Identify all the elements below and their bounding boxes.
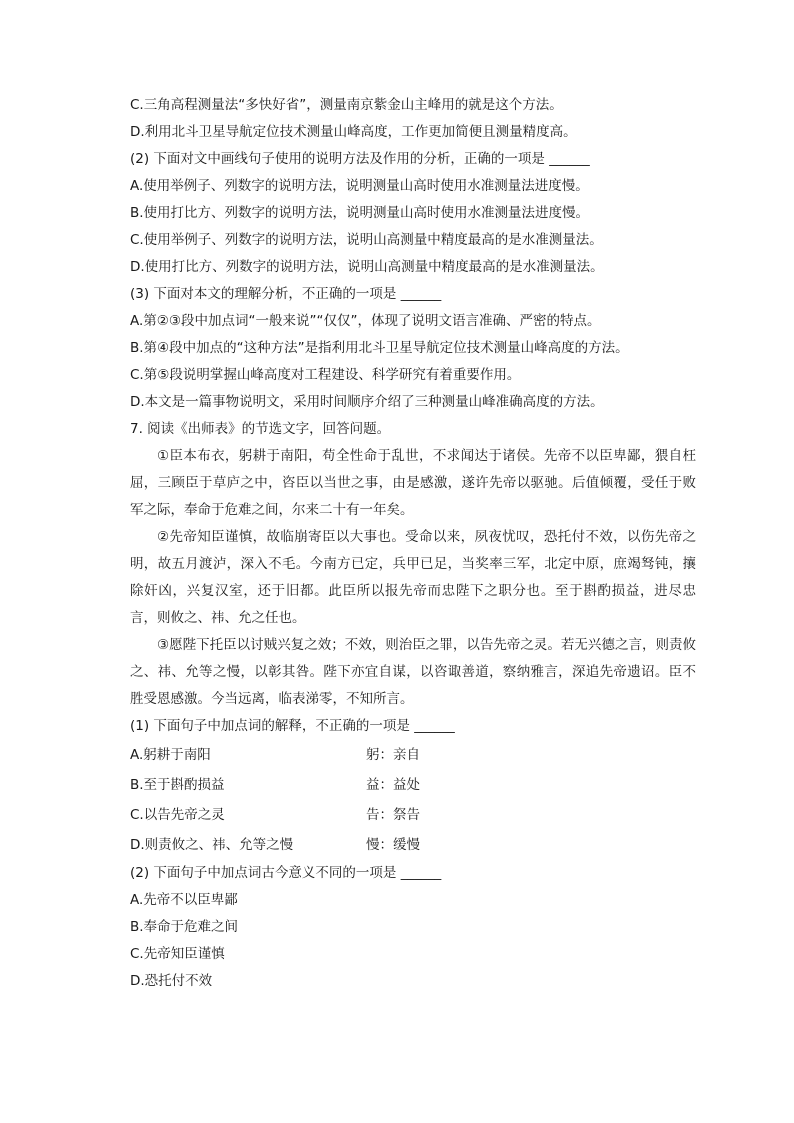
option-sentence: D.则责攸之、祎、允等之慢: [130, 837, 294, 853]
q7-2-option-c: C.先帝知臣谨慎: [130, 946, 225, 962]
q7-1-option-b: [130, 770, 710, 800]
q7-1-option-d: [130, 830, 710, 860]
q6-3-option-c: C.第⑤段说明掌握山峰高度对工程建设、科学研究有着重要作用。: [130, 367, 521, 383]
q7-1-option-c: [130, 800, 710, 830]
option-sentence: A.躬耕于南阳: [130, 747, 211, 763]
q7-passage-paragraph-3: ③愿陛下托臣以讨贼兴复之效；不效，则治臣之罪，以告先帝之灵。若无兴德之言，则责攸之、祎、允等之慢，以彰其咎。陛下亦宜自谋，以咨诹善道，察纳雅言，深追先帝遗诏。臣不胜受恩感激。今当远离，临表涕零，不知所言。: [130, 637, 696, 707]
q7-2-option-b: B.奉命于危难之间: [130, 919, 239, 935]
q6-2-stem: (2) 下面对文中画线句子使用的说明方法及作用的分析，正确的一项是 ______: [130, 151, 590, 167]
option-explanation: 躬：亲自: [366, 747, 420, 763]
q6-3-option-a: A.第②③段中加点词“一般来说”“仅仅”，体现了说明文语言准确、严密的特点。: [130, 313, 601, 329]
q7-2-option-d: D.恐托付不效: [130, 973, 213, 989]
q6-3-option-b: B.第④段中加点的“这种方法”是指利用北斗卫星导航定位技术测量山峰高度的方法。: [130, 340, 629, 356]
q7-heading: 7. 阅读《出师表》的节选文字，回答问题。: [130, 421, 391, 437]
q7-1-option-a: [130, 740, 710, 770]
q6-2-option-c: C.使用举例子、列数字的说明方法，说明山高测量中精度最高的是水准测量法。: [130, 232, 603, 248]
option-explanation: 告：祭告: [366, 807, 420, 823]
option-explanation: 益：益处: [366, 777, 420, 793]
option-sentence: B.至于斟酌损益: [130, 777, 225, 793]
q7-2-option-a: A.先帝不以臣卑鄙: [130, 892, 238, 908]
q6-3-stem: (3) 下面对本文的理解分析，不正确的一项是 ______: [130, 286, 442, 302]
q6-3-option-d: D.本文是一篇事物说明文，采用时间顺序介绍了三种测量山峰准确高度的方法。: [130, 394, 604, 410]
q6-option-c: C.三角高程测量法“多快好省”，测量南京紫金山主峰用的就是这个方法。: [130, 97, 563, 113]
page-content: [130, 92, 710, 995]
q6-option-d: D.利用北斗卫星导航定位技术测量山峰高度，工作更加简便且测量精度高。: [130, 124, 577, 140]
q7-2-stem: (2) 下面句子中加点词古今意义不同的一项是 ______: [130, 865, 442, 881]
q7-passage-paragraph-2: ②先帝知臣谨慎，故临崩寄臣以大事也。受命以来，夙夜忧叹，恐托付不效，以伤先帝之明，故五月渡泸，深入不毛。今南方已定，兵甲已足，当奖率三军，北定中原，庶竭驽钝，攘除奸凶，兴复汉室，还于旧都。此臣所以报先帝而忠陛下之职分也。至于斟酌损益，进尽忠言，则攸之、祎、允之任也。: [130, 529, 696, 626]
option-explanation: 慢：缓慢: [366, 837, 420, 853]
option-sentence: C.以告先帝之灵: [130, 807, 225, 823]
q7-1-stem: (1) 下面句子中加点词的解释，不正确的一项是 ______: [130, 718, 455, 734]
q7-passage-paragraph-1: ①臣本布衣，躬耕于南阳，苟全性命于乱世，不求闻达于诸侯。先帝不以臣卑鄙，猥自枉屈，三顾臣于草庐之中，咨臣以当世之事，由是感激，遂许先帝以驱驰。后值倾覆，受任于败军之际，奉命于危难之间，尔来二十有一年矣。: [130, 448, 696, 518]
q6-2-option-b: B.使用打比方、列数字的说明方法，说明测量山高时使用水准测量法进度慢。: [130, 205, 590, 221]
q6-2-option-a: A.使用举例子、列数字的说明方法，说明测量山高时使用水准测量法进度慢。: [130, 178, 589, 194]
q6-2-option-d: D.使用打比方、列数字的说明方法，说明山高测量中精度最高的是水准测量法。: [130, 259, 604, 275]
